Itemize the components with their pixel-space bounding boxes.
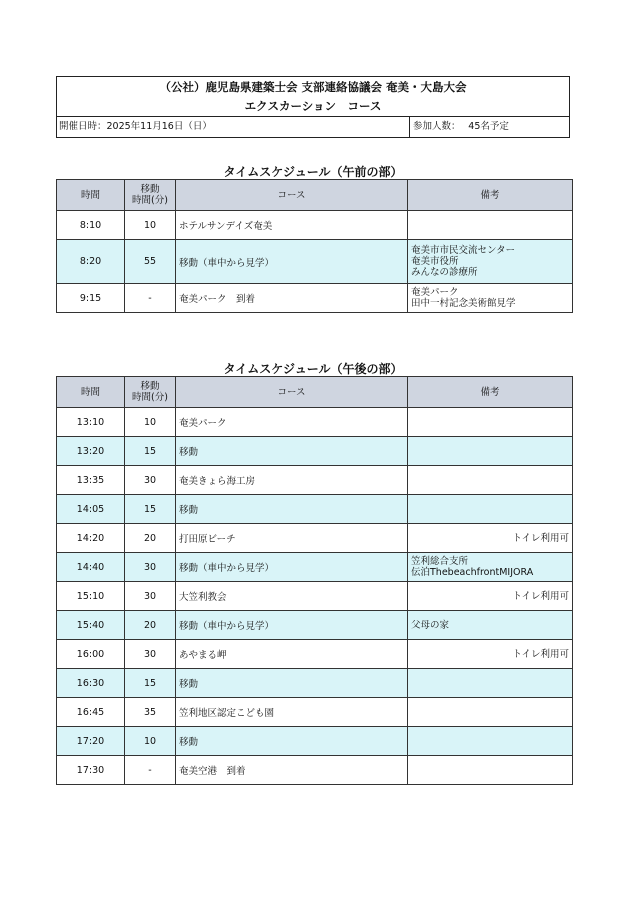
afternoon-schedule-table [56,376,573,785]
time-cell: 16:30 [57,669,125,698]
notes-cell: 奄美パーク 田中一村記念美術館見学 [408,284,573,313]
notes-cell [408,466,573,495]
notes-cell: トイレ利用可 [408,640,573,669]
table-row [57,211,573,240]
time-cell: 14:40 [57,553,125,582]
col-header-duration [125,377,176,408]
event-header [56,76,570,138]
duration-cell: 30 [125,640,176,669]
time-cell: 15:10 [57,582,125,611]
course-cell: 移動（車中から見学） [176,611,408,640]
col-header-course: コース [176,377,408,408]
duration-cell: 30 [125,466,176,495]
course-cell: 奄美きょら海工房 [176,466,408,495]
duration-cell: 55 [125,240,176,284]
col-header-time: 時間 [57,180,125,211]
table-row [57,582,573,611]
event-date: 開催日時：2025年11月16日（日） [57,117,410,137]
duration-cell: 30 [125,582,176,611]
course-cell: ホテルサンデイズ奄美 [176,211,408,240]
notes-cell [408,211,573,240]
course-cell: 大笠利教会 [176,582,408,611]
notes-cell [408,756,573,785]
time-cell: 13:35 [57,466,125,495]
event-title: （公社）鹿児島県建築士会 支部連絡協議会 奄美・大島大会 [159,80,467,94]
col-header-time: 時間 [57,377,125,408]
course-cell: 移動（車中から見学） [176,240,408,284]
col-header-duration-line2: 時間(分) [132,392,168,403]
table-row [57,240,573,284]
col-header-duration-line1: 移動 [140,184,160,195]
time-cell: 13:10 [57,408,125,437]
course-cell: あやまる岬 [176,640,408,669]
time-cell: 17:30 [57,756,125,785]
table-row [57,669,573,698]
duration-cell: - [125,756,176,785]
course-cell: 移動 [176,727,408,756]
col-header-notes: 備考 [408,377,573,408]
participant-count: 参加人数： 45名予定 [413,121,509,132]
table-row [57,408,573,437]
table-header-row [57,180,573,211]
table-header-row [57,377,573,408]
time-cell: 16:00 [57,640,125,669]
table-row [57,284,573,313]
time-cell: 14:05 [57,495,125,524]
time-cell: 8:20 [57,240,125,284]
course-cell: 笠利地区認定こども園 [176,698,408,727]
notes-cell [408,437,573,466]
duration-cell: 15 [125,437,176,466]
course-cell: 打田原ビーチ [176,524,408,553]
notes-cell: トイレ利用可 [408,582,573,611]
notes-cell: トイレ利用可 [408,524,573,553]
course-cell: 移動 [176,437,408,466]
notes-cell [408,698,573,727]
table-row [57,437,573,466]
course-cell: 移動 [176,669,408,698]
notes-cell [408,727,573,756]
table-row [57,524,573,553]
table-row [57,727,573,756]
time-cell: 8:10 [57,211,125,240]
col-header-course: コース [176,180,408,211]
duration-cell: 20 [125,524,176,553]
col-header-duration-line2: 時間(分) [132,195,168,206]
time-cell: 9:15 [57,284,125,313]
afternoon-schedule-title: タイムスケジュール（午後の部） [223,362,403,376]
table-row [57,466,573,495]
table-row [57,553,573,582]
duration-cell: 15 [125,669,176,698]
notes-cell [408,669,573,698]
table-row [57,640,573,669]
duration-cell: 10 [125,211,176,240]
duration-cell: 10 [125,408,176,437]
course-cell: 奄美パーク 到着 [176,284,408,313]
table-row [57,698,573,727]
notes-cell [408,408,573,437]
course-cell: 移動 [176,495,408,524]
event-info-row [57,117,569,137]
notes-cell [408,495,573,524]
table-row [57,611,573,640]
table-row [57,495,573,524]
notes-cell: 笠利総合支所 伝泊ThebeachfrontMIJORA [408,553,573,582]
duration-cell: 20 [125,611,176,640]
col-header-notes: 備考 [408,180,573,211]
duration-cell: 30 [125,553,176,582]
duration-cell: 35 [125,698,176,727]
time-cell: 13:20 [57,437,125,466]
table-row [57,756,573,785]
notes-cell: 父母の家 [408,611,573,640]
col-header-duration [125,180,176,211]
morning-schedule-title: タイムスケジュール（午前の部） [223,165,403,179]
notes-cell: 奄美市市民交流センター 奄美市役所 みんなの診療所 [408,240,573,284]
time-cell: 15:40 [57,611,125,640]
time-cell: 17:20 [57,727,125,756]
duration-cell: - [125,284,176,313]
course-cell: 奄美パーク [176,408,408,437]
duration-cell: 10 [125,727,176,756]
col-header-duration-line1: 移動 [140,381,160,392]
duration-cell: 15 [125,495,176,524]
time-cell: 16:45 [57,698,125,727]
course-cell: 移動（車中から見学） [176,553,408,582]
event-subtitle: エクスカーション コース [57,97,569,117]
time-cell: 14:20 [57,524,125,553]
course-cell: 奄美空港 到着 [176,756,408,785]
morning-schedule-table [56,179,573,313]
